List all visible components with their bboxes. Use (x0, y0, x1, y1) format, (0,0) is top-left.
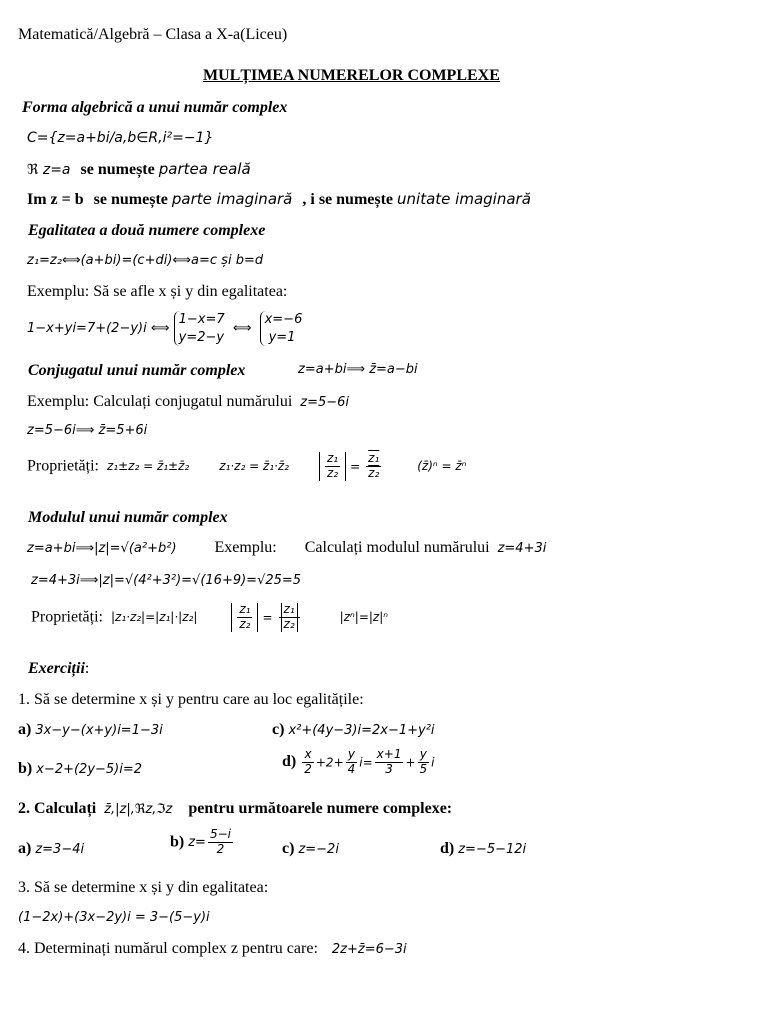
system-one (174, 311, 225, 346)
quotient-num: z₁ (326, 451, 339, 465)
exercise-4-formula: 2z+z̄=6−3i (331, 942, 407, 957)
quotient-den: z₂ (326, 465, 339, 480)
system-one-eq2: y=2−y (178, 329, 225, 345)
exercise-2c-formula: z=−2i (298, 842, 339, 857)
exercise-2d-label: d) (440, 840, 455, 857)
conjugate-prop-power: (z̄)ⁿ = z̄ⁿ (417, 459, 467, 474)
exercise-1d-label: d) (282, 753, 297, 771)
exercise-2b-pre: z= (188, 834, 206, 850)
equality-left: 1−x+yi=7+(2−y)i ⟺ (27, 321, 170, 337)
exercise-2b-num: 5−i (209, 827, 231, 841)
real-part-term: partea reală (158, 160, 251, 178)
section-heading-equality: Egalitatea a două numere complexe (28, 222, 266, 239)
modulus-example-number: z=4+3i (497, 541, 547, 556)
exercises-colon: : (84, 660, 90, 677)
imag-formula: Im z = b (27, 191, 84, 208)
real-part-formula: ℜ z=a (27, 162, 71, 178)
exercise-2b-label: b) (170, 833, 185, 851)
modulus-example-text: Calculați modulul numărului (304, 539, 490, 556)
conjugate-example-text: Exemplu: Calculați conjugatul numărului (27, 393, 293, 410)
modulus-prop-product: |z₁·z₂|=|z₁|·|z₂| (110, 610, 198, 625)
equality-example-text: Exemplu: Să se afle x și y din egalitatea: (27, 283, 288, 300)
exercise-4-text: 4. Determinați numărul complex z pentru care: (18, 940, 318, 957)
system-two-eq2: y=1 (268, 329, 296, 345)
set-definition: C={z=a+bi/a,b∈R,i²=−1} (27, 130, 214, 146)
equivalence-arrow: ⟺ (232, 321, 252, 337)
exercise-4-line (18, 940, 407, 958)
exercise-1b-label: b) (18, 760, 33, 777)
exercise-2-line (18, 800, 452, 818)
conjugate-props-label: Proprietăți: (27, 457, 99, 475)
system-two-eq1: x=−6 (264, 312, 303, 327)
modulus-properties: Proprietăți: |z₁·z₂|=|z₁|·|z₂| $\frac{\text{z₁}}{\text{z₂}}$ = $\frac{\text{z₁}}{\text{z₂}}$ |zⁿ|=|z|ⁿ (31, 602, 389, 631)
exercise-2-pre: 2. Calculați (18, 800, 97, 817)
exercise-1b (18, 760, 142, 778)
exercise-2-post: pentru următoarele numere complexe: (188, 800, 453, 817)
exercise-2b-den: 2 (216, 841, 225, 856)
modulus-example-label: Exemplu: (214, 539, 277, 556)
exercise-1a-label: a) (18, 721, 32, 738)
modulus-props-label: Proprietăți: (31, 608, 103, 626)
mod-quotient-den: z₂ (239, 616, 251, 631)
conjugate-prop-product: z₁·z₂ = z̄₁·z̄₂ (219, 459, 289, 474)
mod-num-abs: z₁ (281, 603, 298, 617)
exercise-2c (282, 840, 339, 858)
exercise-2-expr: z̄,|z|,ℜz,ℑz (104, 802, 173, 817)
imag-term: parte imaginară (171, 190, 293, 208)
mod-quotient-num: z₁ (239, 602, 251, 616)
exercise-1c-label: c) (272, 721, 285, 738)
modulus-prop-quotient-left (231, 603, 258, 632)
exercises-heading: Exerciții (28, 660, 85, 677)
imag-text: se numește (93, 191, 168, 208)
exercise-1a-formula: 3x−y−(x+y)i=1−3i (35, 723, 163, 738)
exercise-2d-formula: z=−5−12i (458, 842, 527, 857)
imag-unit-text: , i se numește (302, 191, 394, 208)
exercise-1c-formula: x²+(4y−3)i=2x−1+y²i (288, 723, 435, 738)
modulus-solution: z=4+3i⟹|z|=√(4²+3²)=√(16+9)=√25=5 (31, 573, 302, 588)
real-part-text: se numește (80, 161, 155, 178)
quotient-num-conj: z₁ (368, 451, 380, 465)
conjugate-solution: z=5−6i⟹ z̄=5+6i (27, 423, 148, 438)
imag-unit-term: unitate imaginară (397, 190, 531, 208)
conjugate-example-line (27, 393, 349, 411)
conjugate-example-number: z=5−6i (300, 395, 350, 410)
exercise-2b (170, 828, 235, 868)
exercise-1c (272, 721, 435, 739)
exercise-2a-formula: z=3−4i (35, 842, 85, 857)
conjugate-prop-quotient-left (319, 452, 346, 481)
exercise-2a-label: a) (18, 840, 32, 857)
exercise-2a (18, 840, 84, 858)
conjugate-prop-quotient-right (366, 452, 381, 481)
exercise-1d-formula: $\frac{x}{2}$ +2+ $\frac{y}{4}$ i= $\frac{x+1}{3}$ + $\frac{y}{5}$ i (304, 747, 435, 776)
exercise-1d (282, 748, 435, 788)
modulus-formula: z=a+bi⟹|z|=√(a²+b²) (27, 541, 177, 556)
imag-part-line (27, 190, 531, 209)
conjugate-formula: z=a+bi⟹ z̄=a−bi (298, 362, 418, 377)
mod-den-abs: z₂ (281, 618, 298, 632)
system-one-eq1: 1−x=7 (178, 312, 225, 327)
section-heading-conjugate: Conjugatul unui număr complex (28, 362, 246, 379)
modulus-prop-power: |zⁿ|=|z|ⁿ (339, 610, 389, 625)
modulus-line (27, 539, 546, 557)
section-heading-algebraic-form: Forma algebrică a unui număr complex (22, 99, 288, 116)
exercise-1b-formula: x−2+(2y−5)i=2 (36, 762, 143, 777)
page-title: MULȚIMEA NUMERELOR COMPLEXE (203, 67, 500, 84)
modulus-prop-quotient-right (279, 603, 300, 632)
equality-system (27, 311, 302, 351)
exercise-1-text: 1. Să se determine x și y pentru care au loc egalitățile: (18, 691, 364, 708)
real-part-line (27, 160, 251, 179)
exercise-3-formula: (1−2x)+(3x−2y)i = 3−(5−y)i (18, 910, 210, 925)
document-header: Matematică/Algebră – Clasa a X-a(Liceu) (18, 26, 288, 43)
exercise-1a (18, 721, 163, 739)
quotient-den-conj: z₂ (368, 465, 380, 480)
equality-formula: z₁=z₂⟺(a+bi)=(c+di)⟺a=c și b=d (27, 253, 264, 268)
exercise-2d (440, 840, 526, 858)
conjugate-prop-sum: z₁±z₂ = z̄₁±z̄₂ (106, 459, 190, 474)
section-heading-modulus: Modulul unui număr complex (28, 509, 228, 526)
exercise-2c-label: c) (282, 840, 295, 857)
conjugate-properties: Proprietăți: z₁±z₂ = z̄₁±z̄₂ z₁·z₂ = z̄₁·z̄₂ $\frac{\text{z₁}}{\text{z₂}}$ = $\frac{\text{z₁}}{\text{z₂}}$ (z̄)ⁿ = z̄ⁿ (27, 451, 467, 480)
exercises-heading-line (28, 660, 89, 678)
system-two (260, 311, 303, 346)
exercise-3-text: 3. Să se determine x și y din egalitatea: (18, 879, 269, 896)
